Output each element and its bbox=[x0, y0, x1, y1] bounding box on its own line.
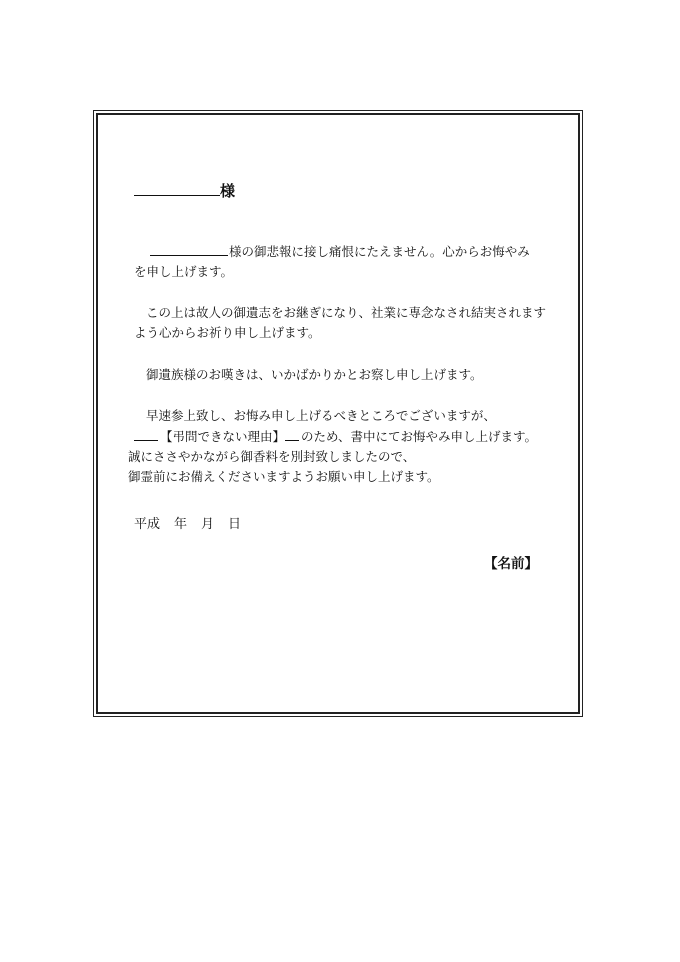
paragraph4-line4: 御霊前にお備えくださいますようお願い申し上げます。 bbox=[128, 469, 440, 484]
paragraph4-line1: 早速参上致し、お悔み申し上げるべきところでございますが、 bbox=[146, 408, 496, 423]
paragraph2-line2: よう心からお祈り申し上げます。 bbox=[134, 325, 321, 340]
reason-placeholder: 【弔問できない理由】 bbox=[160, 429, 286, 444]
paragraph4-line2 bbox=[134, 429, 537, 445]
date-month: 月 bbox=[201, 517, 215, 532]
addressee-blank bbox=[134, 194, 220, 196]
paragraph1-line2: を申し上げます。 bbox=[134, 264, 234, 279]
paragraph3-line1: 御遺族様のお嘆きは、いかばかりかとお察し申し上げます。 bbox=[146, 367, 483, 382]
date-day: 日 bbox=[228, 517, 242, 532]
addressee-line bbox=[134, 180, 235, 201]
paragraph4-line3: 誠にささやかながら御香料を別封致しましたので、 bbox=[128, 449, 416, 464]
date-year: 年 bbox=[174, 517, 188, 532]
paragraph4-text2: のため、書中にてお悔やみ申し上げます。 bbox=[301, 429, 538, 444]
paragraph2-line1: この上は故人の御遺志をお継ぎになり、社業に専念なされ結実されます bbox=[146, 305, 547, 320]
date-line bbox=[134, 513, 241, 532]
signature: 【名前】 bbox=[484, 556, 538, 572]
paragraph1-line1 bbox=[150, 244, 530, 260]
reason-blank-left bbox=[134, 439, 158, 441]
addressee-suffix: 様 bbox=[220, 182, 236, 200]
reason-blank-right bbox=[285, 439, 299, 441]
date-era: 平成 bbox=[134, 517, 161, 532]
deceased-name-blank bbox=[150, 254, 228, 256]
paragraph1-text1: 様の御悲報に接し痛恨にたえません。心からお悔やみ bbox=[229, 244, 530, 259]
